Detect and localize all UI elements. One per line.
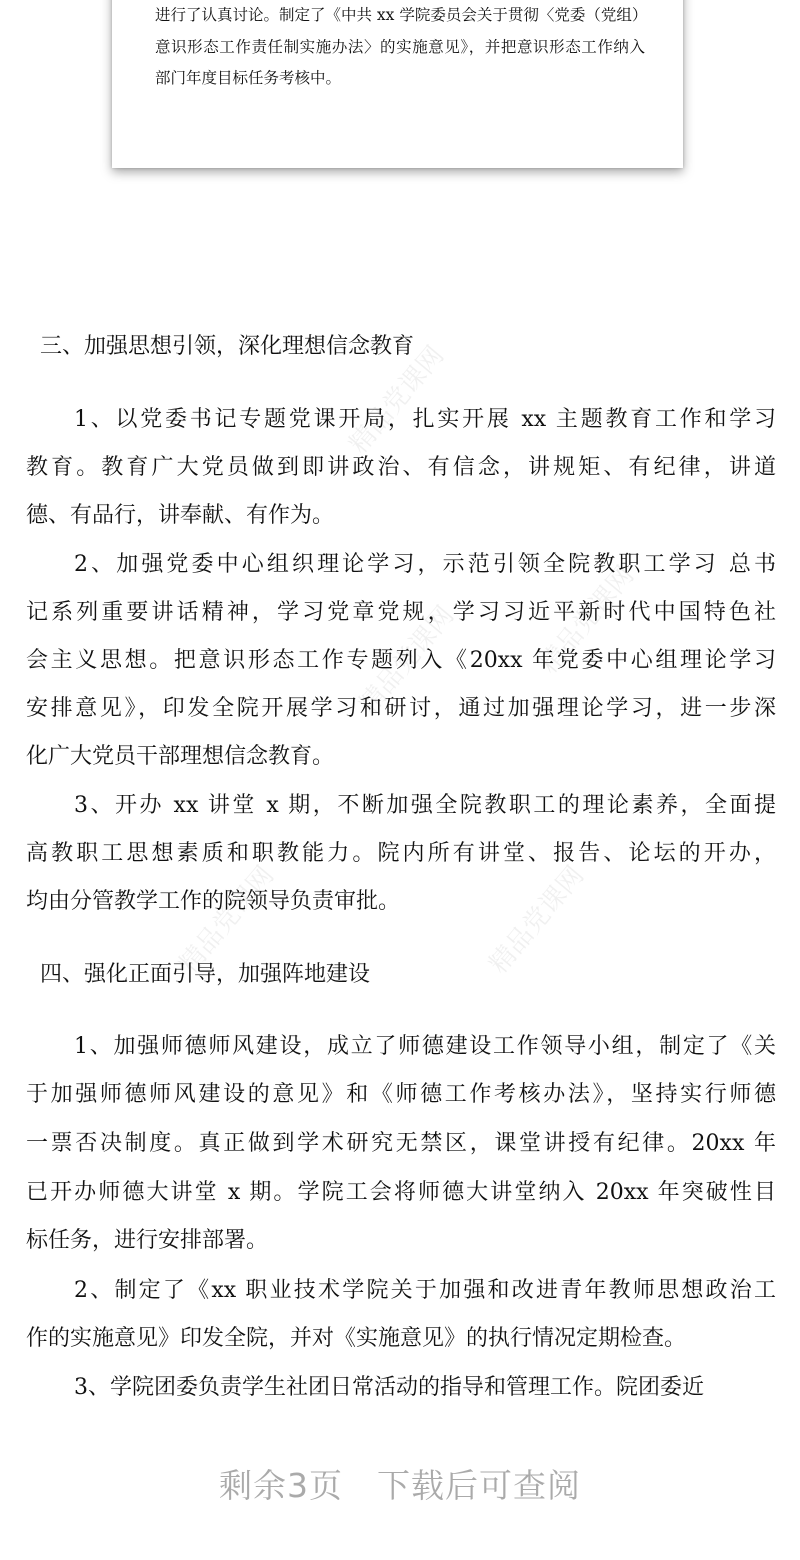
paragraph-line: 记系列重要讲话精神，学习党章党规，学习习近平新时代中国特色社: [26, 600, 776, 625]
remaining-pages-prompt[interactable]: 剩余3页 下载后可查阅: [219, 1466, 581, 1505]
watermark: 精品党课网: [173, 860, 281, 980]
paragraph-line: 2、加强党委中心组织理论学习，示范引领全院教职工学习 总书: [74, 552, 776, 577]
watermark: 精品党课网: [343, 340, 451, 460]
paragraph-line: 教育。教育广大党员做到即讲政治、有信念，讲规矩、有纪律，讲道: [26, 455, 776, 480]
paragraph-line: 作的实施意见》印发全院，并对《实施意见》的执行情况定期检查。: [26, 1326, 687, 1351]
watermark: 精品党课网: [353, 600, 461, 720]
paragraph-line: 化广大党员干部理想信念教育。: [26, 744, 335, 769]
document-preview-card: [112, 0, 683, 168]
paragraph-line: 德、有品行，讲奉献、有作为。: [26, 503, 335, 528]
paragraph-line: 1、加强师德师风建设，成立了师德建设工作领导小组，制定了《关: [74, 1034, 776, 1059]
card-line: 部门年度目标任务考核中。: [155, 69, 342, 87]
paragraph-line: 1、以党委书记专题党课开局，扎实开展 xx 主题教育工作和学习: [74, 407, 776, 432]
paragraph-line: 3、开办 xx 讲堂 x 期，不断加强全院教职工的理论素养，全面提: [74, 793, 776, 818]
paragraph-line: 均由分管教学工作的院领导负责审批。: [26, 889, 401, 914]
paragraph-line: 高教职工思想素质和职教能力。院内所有讲堂、报告、论坛的开办，: [26, 841, 776, 866]
paragraph-line: 会主义思想。把意识形态工作专题列入《20xx 年党委中心组理论学习: [26, 648, 776, 673]
card-line: 意识形态工作责任制实施办法〉的实施意见》，并把意识形态工作纳入: [155, 38, 645, 56]
watermark: 精品党课网: [483, 860, 591, 980]
paragraph-line: 2、制定了《xx 职业技术学院关于加强和改进青年教师思想政治工: [74, 1278, 776, 1303]
section-heading: 三、加强思想引领，深化理想信念教育: [40, 334, 415, 359]
card-line: 进行了认真讨论。制定了《中共 xx 学院委员会关于贯彻〈党委（党组）: [155, 6, 648, 24]
paragraph-line: 已开办师德大讲堂 x 期。学院工会将师德大讲堂纳入 20xx 年突破性目: [26, 1180, 776, 1205]
paragraph-line: 安排意见》，印发全院开展学习和研讨，通过加强理论学习，进一步深: [26, 696, 776, 721]
paragraph-line: 标任务，进行安排部署。: [26, 1228, 269, 1253]
watermark: 精品党课网: [533, 560, 641, 680]
paragraph-line: 于加强师德师风建设的意见》和《师德工作考核办法》，坚持实行师德: [26, 1082, 776, 1107]
section-heading: 四、强化正面引导，加强阵地建设: [40, 962, 371, 987]
paragraph-line: 一票否决制度。真正做到学术研究无禁区，课堂讲授有纪律。20xx 年: [26, 1131, 776, 1156]
paragraph-line: 3、学院团委负责学生社团日常活动的指导和管理工作。院团委近: [74, 1375, 704, 1400]
